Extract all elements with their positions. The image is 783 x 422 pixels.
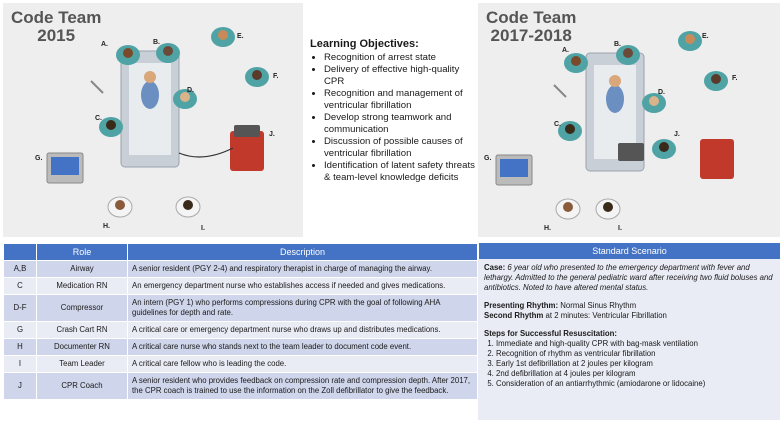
objective-item: • Discussion of possible causes of ventricular fibrillation [324,136,475,160]
role-description: An intern (PGY 1) who performs compressions during CPR with the goal of following AHA guidelines for depth and rate. [128,295,478,322]
standard-scenario [478,243,780,420]
scenario-body [478,259,780,393]
second-rhythm [484,311,774,321]
objectives-list [310,52,475,184]
staff-i [176,197,200,217]
step-item: 2. Recognition of rhythm as ventricular fibrillation [496,349,774,359]
callout-i: I. [618,225,622,232]
panel-title [486,9,576,45]
objective-item: • Delivery of effective high-quality CPR [324,64,475,88]
staff-a [116,45,140,65]
table-row [4,261,478,278]
computer-screen [51,157,79,175]
code-team-2017-2018-panel [478,3,780,237]
table-row [4,322,478,339]
case-label: Case: [484,263,506,272]
callout-a: A. [101,41,108,48]
callout-f: F. [273,73,279,80]
defibrillator [234,125,260,137]
title-line-2: 2015 [37,26,76,45]
learning-objectives [310,38,475,184]
step-item: 3. Early 1st defibrillation at 2 joules per kilogram [496,359,774,369]
second-rhythm-label: Second Rhythm [484,311,544,320]
patient-head [144,71,156,83]
column-header-role: Role [37,244,128,261]
callout-b: B. [614,41,621,48]
patient-head [609,75,621,87]
callout-j: J. [674,131,680,138]
role-name: Medication RN [37,278,128,295]
defibrillator [618,143,644,161]
step-item: 1. Immediate and high-quality CPR with bag-mask ventilation [496,339,774,349]
callout-h: H. [103,223,110,230]
callout-e: E. [237,33,244,40]
callout-c: C. [554,121,561,128]
callout-f: F. [732,75,738,82]
staff-d [642,93,666,113]
callout-g: G. [484,155,492,162]
presenting-rhythm-label: Presenting Rhythm: [484,301,559,310]
table-row [4,339,478,356]
iv-pole [554,85,566,97]
step-item: 4. 2nd defibrillation at 4 joules per kilogram [496,369,774,379]
role-id: A,B [4,261,37,278]
role-description: A critical care or emergency department nurse who draws up and distributes medications. [128,322,478,339]
role-description: A senior resident who provides feedback on compression rate and compression depth. After 2017, the CPR coach is trained to use the information on the Zoll defibrillator to give the feedback. [128,373,478,400]
role-id: J [4,373,37,400]
role-id: H [4,339,37,356]
staff-h [556,199,580,219]
role-description: An emergency department nurse who establishes access if needed and gives medications. [128,278,478,295]
table-row [4,356,478,373]
column-header-description: Description [128,244,478,261]
table-row [4,295,478,322]
staff-b [616,45,640,65]
role-name: Team Leader [37,356,128,373]
staff-e [678,31,702,51]
callout-g: G. [35,155,43,162]
column-header-id [4,244,37,261]
objective-item: • Recognition and management of ventricular fibrillation [324,88,475,112]
role-name: Documenter RN [37,339,128,356]
callout-d: D. [187,87,194,94]
staff-j [652,139,676,159]
staff-c [558,121,582,141]
crash-cart [700,139,734,179]
role-name: Compressor [37,295,128,322]
title-line-2: 2017-2018 [490,26,572,45]
table-row [4,278,478,295]
presenting-rhythm [484,301,774,311]
case-text [484,263,774,293]
staff-f [704,71,728,91]
scenario-header: Standard Scenario [478,243,780,259]
case-description: 6 year old who presented to the emergency department with fever and lethargy. Admitted to the general pediatric ward after receiving two fluid boluses and antibiotics. Noted to have altered mental status. [484,263,773,292]
patient [141,81,159,109]
staff-f [245,67,269,87]
callout-i: I. [201,225,205,232]
resuscitation-steps [484,339,774,389]
iv-pole [91,81,103,93]
callout-h: H. [544,225,551,232]
second-rhythm-value: at 2 minutes: Ventricular Fibrillation [545,311,667,320]
table-row [4,373,478,400]
callout-j: J. [269,131,275,138]
role-id: I [4,356,37,373]
callout-e: E. [702,33,709,40]
panel-title [11,9,101,45]
presenting-rhythm-value: Normal Sinus Rhythm [560,301,637,310]
monitor-cable [179,148,233,157]
role-name: Crash Cart RN [37,322,128,339]
title-line-1: Code Team [11,8,102,27]
role-description: A critical care nurse who stands next to the team leader to document code event. [128,339,478,356]
objectives-title: Learning Objectives: [310,38,419,50]
title-line-1: Code Team [486,8,577,27]
staff-i [596,199,620,219]
callout-b: B. [153,39,160,46]
callout-c: C. [95,115,102,122]
role-name: CPR Coach [37,373,128,400]
role-id: D-F [4,295,37,322]
objective-item: • Develop strong teamwork and communication [324,112,475,136]
staff-b [156,43,180,63]
objective-item: • Identification of latent safety threats & team-level knowledge deficits [324,160,475,184]
computer-screen [500,159,528,177]
role-id: G [4,322,37,339]
rhythm-block [484,301,774,321]
staff-a [564,53,588,73]
callout-a: A. [562,47,569,54]
code-team-2015-panel [3,3,303,237]
objective-item: • Recognition of arrest state [324,52,475,64]
table-header-row [4,244,478,261]
staff-c [99,117,123,137]
staff-e [211,27,235,47]
staff-h [108,197,132,217]
steps-title: Steps for Successful Resuscitation: [484,329,618,338]
role-name: Airway [37,261,128,278]
step-item: 5. Consideration of an antiarrhythmic (amiodarone or lidocaine) [496,379,774,389]
callout-d: D. [658,89,665,96]
role-description: A critical care fellow who is leading the code. [128,356,478,373]
role-id: C [4,278,37,295]
patient [606,85,624,113]
roles-table [3,243,478,400]
role-description: A senior resident (PGY 2-4) and respiratory therapist in charge of managing the airway. [128,261,478,278]
